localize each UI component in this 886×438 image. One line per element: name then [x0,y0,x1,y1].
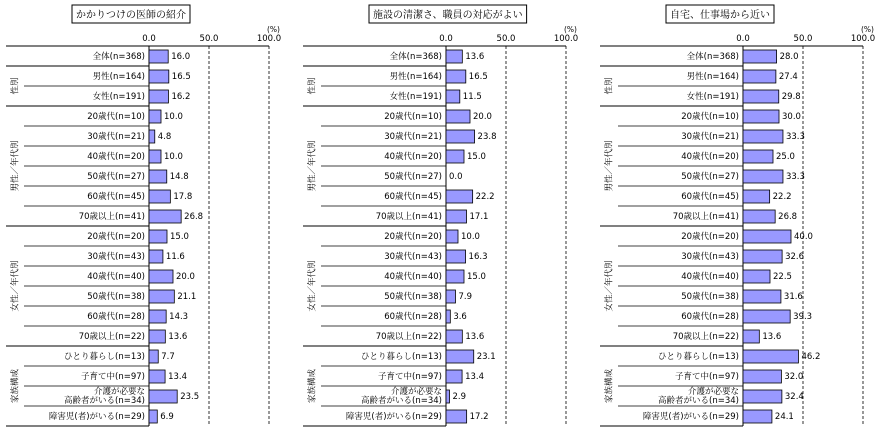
data-label: 14.3 [169,312,188,322]
data-label: 16.5 [172,72,191,82]
data-label: 13.6 [465,332,484,342]
x-tick-label: 100.0 [257,34,281,44]
category-label: 女性(n=191) [390,91,442,102]
data-label: 6.9 [160,412,174,422]
bar [446,110,470,123]
category-label: 70歳以上(n=41) [79,211,145,222]
data-label: 0.0 [449,172,463,182]
category-label: 50歳代(n=27) [681,171,739,182]
bar [446,270,464,283]
category-label: 50歳代(n=38) [384,291,442,302]
category-label: 子育て中(n=97) [378,371,442,382]
bar [149,350,158,363]
data-label: 14.8 [170,172,189,182]
data-label: 16.3 [469,252,488,262]
bar [149,150,161,163]
chart-title: かかりつけの医師の紹介 [76,8,186,21]
category-label: 30歳代(n=43) [384,251,442,262]
data-label: 30.0 [782,112,801,122]
category-label: 介護が必要な [688,386,739,397]
group-label: 男性／年代別 [10,140,21,191]
category-label: 20歳代(n=10) [87,111,145,122]
bar [149,50,168,63]
category-label: 20歳代(n=20) [87,231,145,242]
bar [149,70,169,83]
data-label: 17.1 [470,212,489,222]
bar [743,310,790,323]
category-label: 障害児(者)がいる(n=29) [643,411,739,422]
bar [743,350,798,363]
bar [743,190,770,203]
bar [446,250,466,263]
x-tick-label: 0.0 [736,34,750,44]
bar [149,290,174,303]
bar [743,170,783,183]
data-label: 2.9 [452,392,466,402]
chart-panel-1 [6,5,281,426]
category-label: 全体(n=368) [93,51,145,62]
data-label: 20.0 [473,112,492,122]
group-label: 男性／年代別 [307,140,318,191]
bar [149,250,163,263]
data-label: 32.6 [785,252,804,262]
data-label: 7.9 [458,292,472,302]
category-label: 女性(n=191) [93,91,145,102]
category-label: 20歳代(n=10) [681,111,739,122]
axis-unit-label: (%) [267,25,280,34]
bar [743,50,777,63]
x-tick-label: 50.0 [200,34,219,44]
bar [149,330,165,343]
data-label: 21.1 [177,292,196,302]
category-label: 女性(n=191) [687,91,739,102]
category-label: 男性(n=164) [390,71,442,82]
data-label: 13.6 [168,332,187,342]
bar [446,330,462,343]
data-label: 24.1 [775,412,794,422]
data-label: 13.6 [465,52,484,62]
group-label: 女性／年代別 [604,260,615,311]
bar [743,70,776,83]
data-label: 23.8 [478,132,497,142]
data-label: 22.2 [773,192,792,202]
bar [149,370,165,383]
group-label: 性別 [307,77,318,94]
bar [446,370,462,383]
category-label: 男性(n=164) [93,71,145,82]
bar [446,210,467,223]
data-label: 7.7 [161,352,175,362]
category-label: 40歳代(n=40) [681,271,739,282]
data-label: 15.0 [467,272,486,282]
group-label: 女性／年代別 [307,260,318,311]
group-label: 性別 [604,77,615,94]
category-label: 40歳代(n=20) [384,151,442,162]
axis-unit-label: (%) [861,25,874,34]
bar [149,270,173,283]
category-label: 70歳以上(n=41) [673,211,739,222]
data-label: 3.6 [453,312,467,322]
bar [149,170,167,183]
group-label: 男性／年代別 [604,140,615,191]
chart-title: 施設の清潔さ、職員の対応がよい [373,8,523,21]
category-label: 60歳代(n=28) [87,311,145,322]
data-label: 17.2 [470,412,489,422]
category-label: 50歳代(n=38) [681,291,739,302]
bar [446,410,467,423]
data-label: 20.0 [176,272,195,282]
category-label: 障害児(者)がいる(n=29) [346,411,442,422]
bar [149,410,157,423]
data-label: 23.5 [180,392,199,402]
bar [446,90,460,103]
bar [446,230,458,243]
bar [743,90,779,103]
category-label: 40歳代(n=40) [384,271,442,282]
bar [446,70,466,83]
category-label: 介護が必要な [94,386,145,397]
data-label: 32.0 [784,372,803,382]
category-label: 30歳代(n=21) [384,131,442,142]
bar [743,290,781,303]
category-label: 20歳代(n=10) [384,111,442,122]
data-label: 10.0 [164,112,183,122]
group-label: 女性／年代別 [10,260,21,311]
x-tick-label: 50.0 [794,34,813,44]
category-label: 30歳代(n=43) [681,251,739,262]
bar [446,150,464,163]
category-label: 20歳代(n=20) [681,231,739,242]
category-label: 男性(n=164) [687,71,739,82]
chart-panel-2 [303,5,578,426]
data-label: 46.2 [801,352,820,362]
category-label: 子育て中(n=97) [81,371,145,382]
category-label: 50歳代(n=27) [384,171,442,182]
data-label: 29.8 [782,92,801,102]
group-label: 家族構成 [10,369,21,404]
category-label: 高齢者がいる(n=34) [64,395,145,406]
bar [743,270,770,283]
bar [743,150,773,163]
data-label: 16.0 [171,52,190,62]
data-label: 13.4 [168,372,187,382]
x-tick-label: 100.0 [554,34,578,44]
x-tick-label: 0.0 [142,34,156,44]
bar [149,130,155,143]
bar [149,90,168,103]
data-label: 39.3 [793,312,812,322]
category-label: 全体(n=368) [687,51,739,62]
axis-unit-label: (%) [564,25,577,34]
data-label: 13.4 [465,372,484,382]
bar [446,190,473,203]
bar [446,50,462,63]
bar [446,310,450,323]
data-label: 32.4 [785,392,804,402]
data-label: 4.8 [158,132,172,142]
data-label: 16.5 [469,72,488,82]
bar [149,310,166,323]
category-label: 70歳以上(n=22) [79,331,145,342]
bar [743,250,782,263]
data-label: 25.0 [776,152,795,162]
data-label: 11.6 [166,252,185,262]
data-label: 17.8 [173,192,192,202]
bar [743,370,781,383]
category-label: 60歳代(n=28) [384,311,442,322]
data-label: 33.3 [786,132,805,142]
category-label: 30歳代(n=43) [87,251,145,262]
category-label: 20歳代(n=20) [384,231,442,242]
bar [743,130,783,143]
data-label: 40.0 [794,232,813,242]
category-label: 障害児(者)がいる(n=29) [49,411,145,422]
bar [743,410,772,423]
data-label: 13.6 [762,332,781,342]
category-label: 30歳代(n=21) [681,131,739,142]
x-tick-label: 0.0 [439,34,453,44]
bar [743,230,791,243]
category-label: 60歳代(n=28) [681,311,739,322]
group-label: 性別 [10,77,21,94]
bar [446,290,455,303]
data-label: 31.6 [784,292,803,302]
group-label: 家族構成 [604,369,615,404]
data-label: 28.0 [780,52,799,62]
category-label: 高齢者がいる(n=34) [658,395,739,406]
chart-title: 自宅、仕事場から近い [670,8,770,21]
bar [149,210,181,223]
bar [743,330,759,343]
category-label: 70歳以上(n=22) [376,331,442,342]
bar [149,390,177,403]
bar [743,110,779,123]
bar [149,190,170,203]
chart-panel-3 [600,5,875,426]
bar [446,130,475,143]
data-label: 15.0 [467,152,486,162]
data-label: 11.5 [463,92,482,102]
bar [149,230,167,243]
category-label: 60歳代(n=45) [384,191,442,202]
category-label: 40歳代(n=40) [87,271,145,282]
category-label: ひとり暮らし(n=13) [361,351,442,362]
data-label: 10.0 [461,232,480,242]
category-label: 30歳代(n=21) [87,131,145,142]
data-label: 23.1 [477,352,496,362]
category-label: ひとり暮らし(n=13) [658,351,739,362]
group-label: 家族構成 [307,369,318,404]
bar [446,350,474,363]
category-label: 40歳代(n=20) [87,151,145,162]
data-label: 22.5 [773,272,792,282]
category-label: 70歳以上(n=22) [673,331,739,342]
data-label: 22.2 [476,192,495,202]
category-label: ひとり暮らし(n=13) [64,351,145,362]
bar [743,390,782,403]
category-label: 40歳代(n=20) [681,151,739,162]
data-label: 26.8 [778,212,797,222]
category-label: 70歳以上(n=41) [376,211,442,222]
data-label: 26.8 [184,212,203,222]
bar [743,210,775,223]
category-label: 全体(n=368) [390,51,442,62]
x-tick-label: 100.0 [851,34,875,44]
data-label: 10.0 [164,152,183,162]
category-label: 高齢者がいる(n=34) [361,395,442,406]
bar [446,390,449,403]
x-tick-label: 50.0 [497,34,516,44]
category-label: 50歳代(n=38) [87,291,145,302]
data-label: 33.3 [786,172,805,182]
data-label: 15.0 [170,232,189,242]
data-label: 16.2 [171,92,190,102]
data-label: 27.4 [779,72,798,82]
category-label: 50歳代(n=27) [87,171,145,182]
category-label: 子育て中(n=97) [675,371,739,382]
category-label: 介護が必要な [391,386,442,397]
category-label: 60歳代(n=45) [87,191,145,202]
bar [149,110,161,123]
category-label: 60歳代(n=45) [681,191,739,202]
